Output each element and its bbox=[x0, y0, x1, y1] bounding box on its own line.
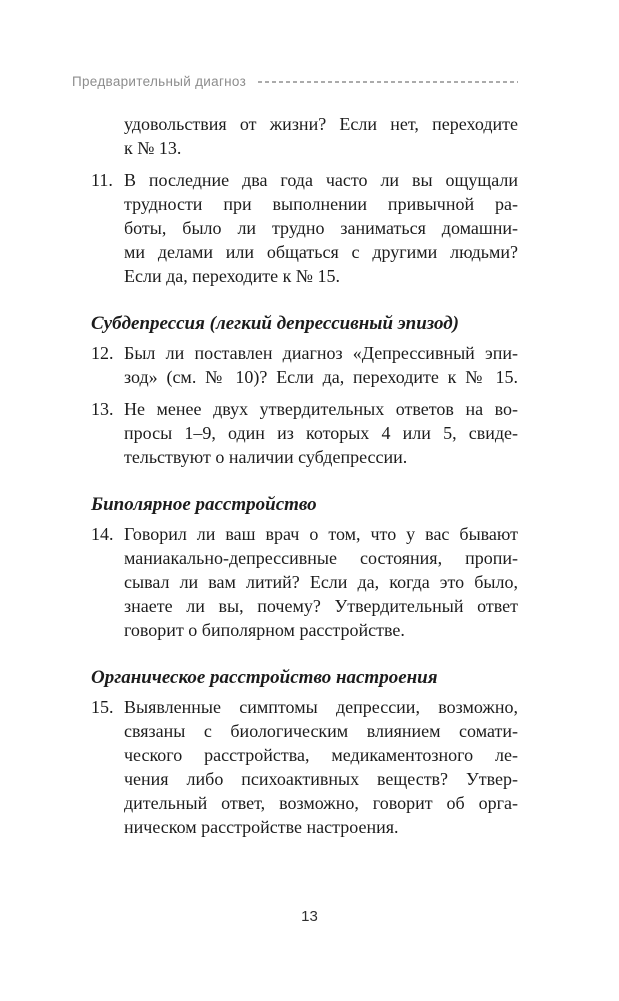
text-line: ническом расстройстве настроения. bbox=[124, 817, 399, 837]
text-line: просы 1–9, один из которых 4 или 5, свиде- bbox=[124, 423, 518, 443]
text-line: маниакально-депрессивные состояния, пропи- bbox=[124, 548, 518, 568]
text-line: связаны с биологическим влиянием сомати- bbox=[124, 721, 518, 741]
page-body bbox=[91, 112, 518, 839]
section-heading: Субдепрессия (легкий депрессивный эпизод) bbox=[91, 313, 459, 334]
item-number: 11. bbox=[91, 170, 113, 190]
text-line: удовольствия от жизни? Если нет, переходите bbox=[124, 114, 518, 134]
list-item bbox=[91, 695, 518, 839]
text-line: Был ли поставлен диагноз «Депрессивный эпи- bbox=[124, 343, 518, 363]
text-line: зод» (см. № 10)? Если да, переходите к № 15. bbox=[124, 367, 518, 387]
page-footer bbox=[0, 908, 619, 926]
paragraph-continuation bbox=[91, 112, 518, 160]
section-heading: Биполярное расстройство bbox=[91, 494, 317, 515]
item-number: 12. bbox=[91, 343, 114, 363]
running-header bbox=[72, 74, 518, 89]
text-line: ми делами или общаться с другими людьми? bbox=[124, 242, 518, 262]
text-line: Говорил ли ваш врач о том, что у вас бывают bbox=[124, 524, 518, 544]
item-number: 14. bbox=[91, 524, 114, 544]
section-heading: Органическое расстройство настроения bbox=[91, 667, 438, 688]
item-number: 13. bbox=[91, 399, 114, 419]
text-line: сывал ли вам литий? Если да, когда это было, bbox=[124, 572, 518, 592]
text-line: тельствуют о наличии субдепрессии. bbox=[124, 447, 408, 467]
text-line: знаете ли вы, почему? Утвердительный ответ bbox=[124, 596, 518, 616]
list-item bbox=[91, 341, 518, 389]
header-dashed-rule bbox=[258, 81, 518, 83]
list-item bbox=[91, 168, 518, 288]
text-line: Выявленные симптомы депрессии, возможно, bbox=[124, 697, 518, 717]
text-line: Если да, переходите к № 15. bbox=[124, 266, 340, 286]
text-line: боты, было ли трудно заниматься домашни- bbox=[124, 218, 518, 238]
text-line: к № 13. bbox=[124, 138, 182, 158]
list-item bbox=[91, 397, 518, 469]
item-number: 15. bbox=[91, 697, 114, 717]
text-line: дительный ответ, возможно, говорит об орга- bbox=[124, 793, 518, 813]
text-line: говорит о биполярном расстройстве. bbox=[124, 620, 405, 640]
text-line: В последние два года часто ли вы ощущали bbox=[124, 170, 518, 190]
list-item bbox=[91, 522, 518, 642]
running-head-title: Предварительный диагноз bbox=[72, 74, 247, 89]
page-number: 13 bbox=[301, 908, 318, 925]
text-line: чения либо психоактивных веществ? Утвер- bbox=[124, 769, 518, 789]
text-line: Не менее двух утвердительных ответов на во- bbox=[124, 399, 518, 419]
text-line: ческого расстройства, медикаментозного ле- bbox=[124, 745, 518, 765]
text-line: трудности при выполнении привычной ра- bbox=[124, 194, 518, 214]
